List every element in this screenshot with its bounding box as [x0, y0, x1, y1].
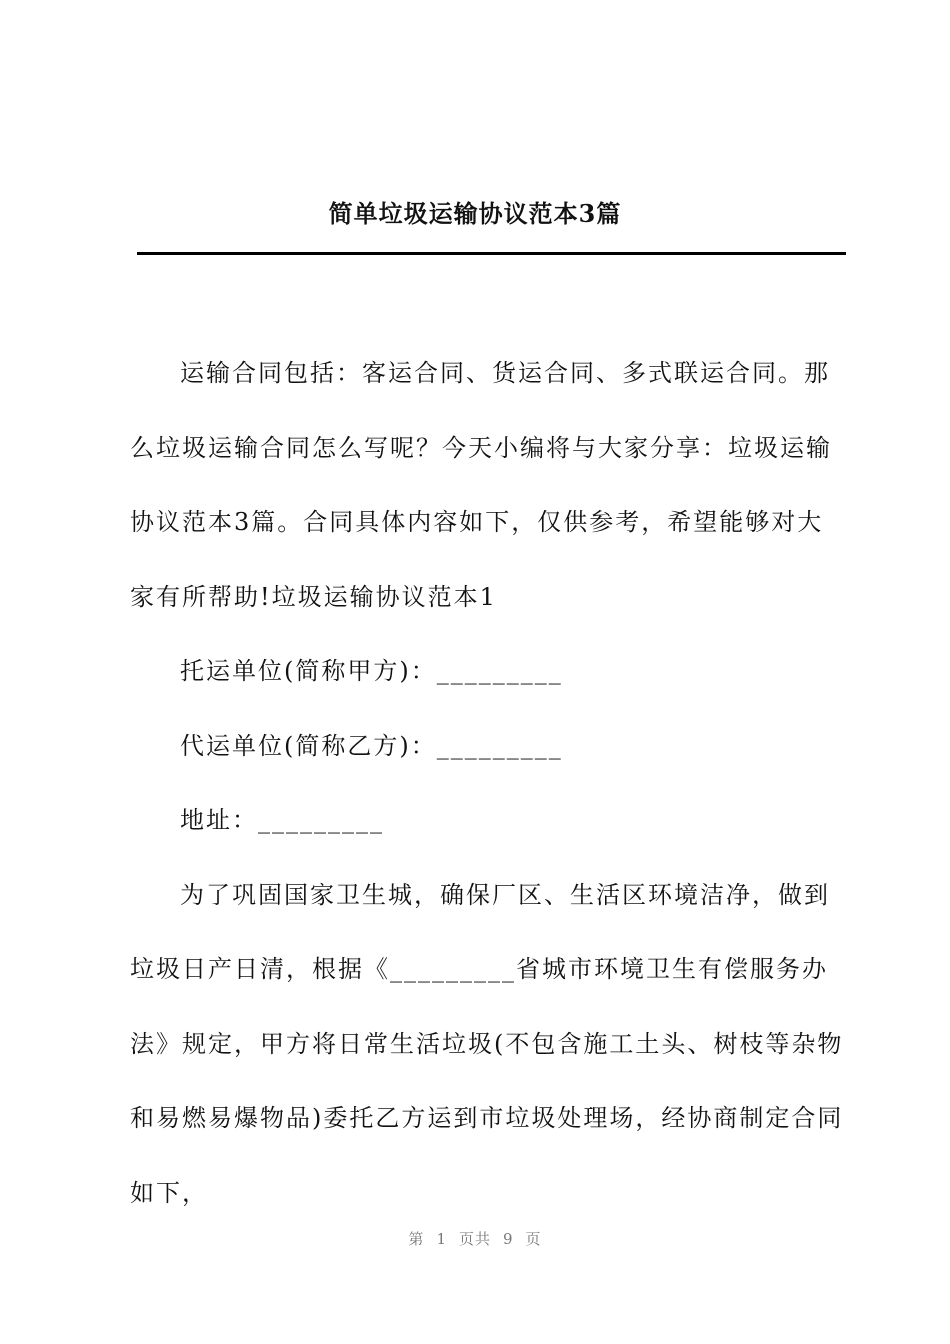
paragraph-purpose: 为了巩固国家卫生城，确保厂区、生活区环境洁净，做到垃圾日产日清，根据《_________省城市环境卫生有偿服务办法》规定，甲方将日常生活垃圾(不包含施工土头、树枝等杂物和易燃易爆物品)委托乙方运到市垃圾处理场，经协商制定合同如下， [130, 880, 844, 1207]
footer-total-pages: 9 [503, 1230, 514, 1248]
paragraph-consignor: 托运单位(简称甲方)：_________ [180, 657, 563, 685]
footer-prefix: 第 [408, 1230, 425, 1248]
title-divider [137, 252, 846, 255]
footer-suffix: 页 [525, 1230, 542, 1248]
document-body [130, 336, 844, 1230]
page-title: 简单垃圾运输协议范本3篇 [328, 199, 622, 228]
footer-middle: 页共 [458, 1230, 491, 1248]
paragraph-intro: 运输合同包括：客运合同、货运合同、多式联运合同。那么垃圾运输合同怎么写呢？今天小编将与大家分享：垃圾运输协议范本3篇。合同具体内容如下，仅供参考，希望能够对大家有所帮助!垃圾运输协议范本1 [130, 359, 832, 611]
paragraph-address: 地址：_________ [180, 806, 384, 834]
page-footer [0, 1229, 950, 1249]
paragraph-carrier: 代运单位(简称乙方)：_________ [180, 731, 563, 760]
footer-current-page: 1 [436, 1230, 447, 1248]
